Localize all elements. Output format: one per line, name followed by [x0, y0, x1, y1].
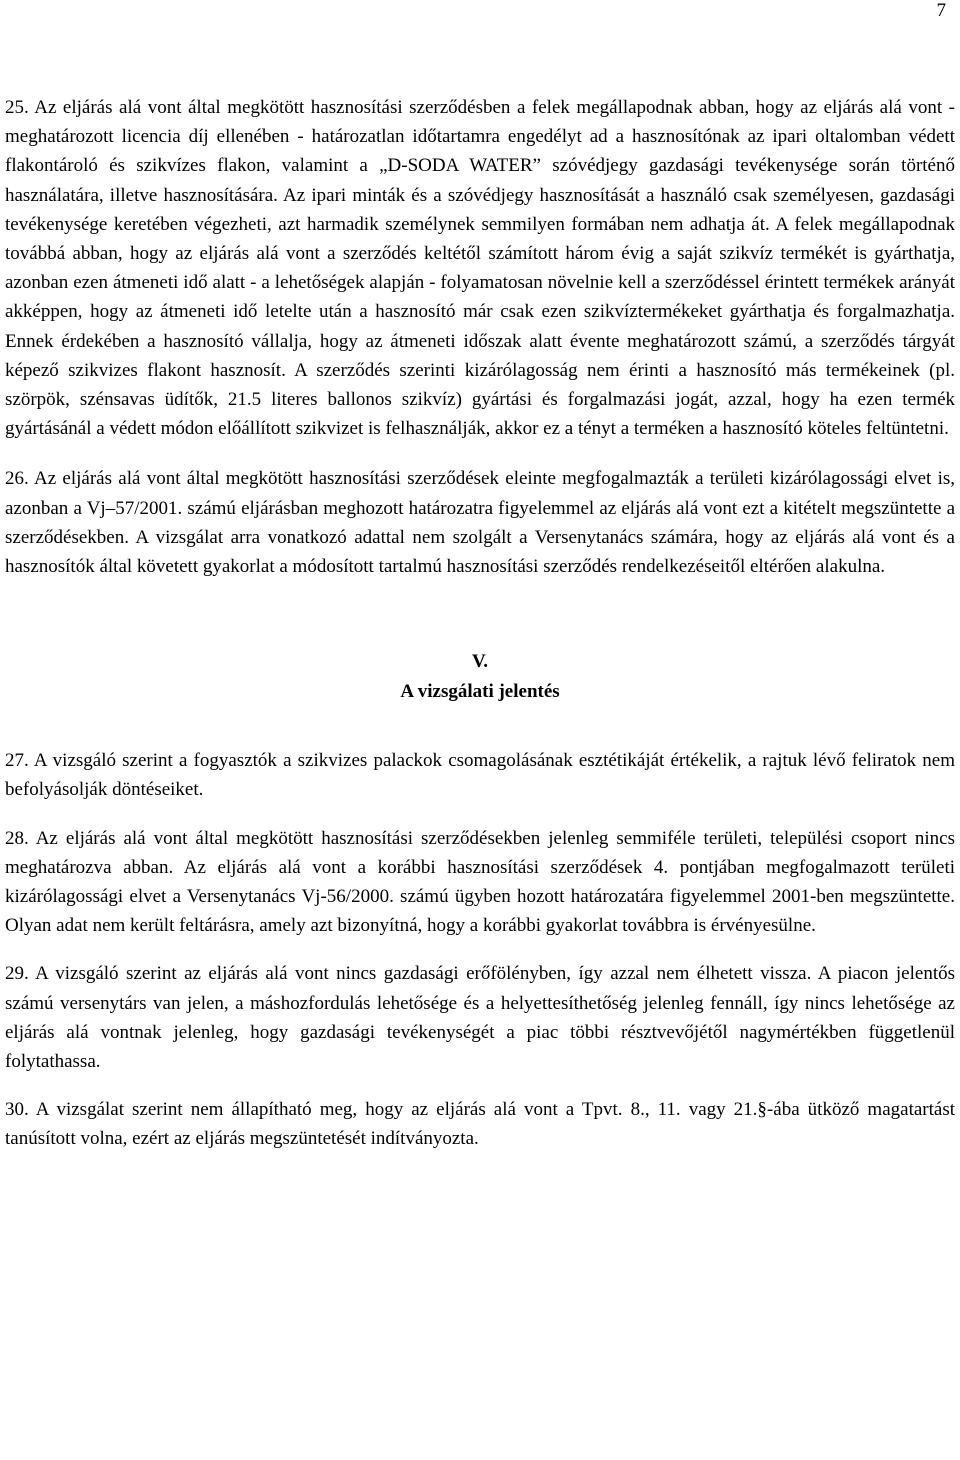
paragraph-29: 29. A vizsgáló szerint az eljárás alá vont nincs gazdasági erőfölényben, így azzal nem élhetett vissza. A piacon jelentős számú versenytárs van jelen, a máshozfordulás lehetősége és a helyettesíthetőség jelenleg fennáll, így nincs lehetősége az eljárás alá vontnak jelenleg, hogy gazdasági tevékenységét a piac többi résztvevőjétől nagymértékben függetlenül folytathassa. [5, 963, 955, 1073]
paragraph-26: 26. Az eljárás alá vont által megkötött hasznosítási szerződések eleinte megfogalmazták a területi kizárólagossági elvet is, azonban a Vj–57/2001. számú eljárásban meghozott határozatra figyelemmel az eljárás alá vont ezt a kitételt megszüntette a szerződésekben. A vizsgálat arra vonatkozó adattal nem szolgált a Versenytanács számára, hogy az eljárás alá vont és a hasznosítók által követett gyakorlat a módosított tartalmú hasznosítási szerződés rendelkezéseitől eltérően alakulna. [5, 468, 955, 578]
section-title: A vizsgálati jelentés [400, 681, 560, 703]
paragraph-25: 25. Az eljárás alá vont által megkötött hasznosítási szerződésben a felek megállapodnak abban, hogy az eljárás alá vont - meghatározott licencia díj ellenében - határozatlan időtartamra engedélyt ad a hasznosítónak az ipari oltalomban védett flakontároló és szikvízes flakon, valamint a „D-SODA WATER” szóvédjegy gazdasági tevékenysége során történő használatára, illetve hasznosítására. Az ipari minták és a szóvédjegy hasznosítását a használó csak személyesen, gazdasági tevékenysége keretében végezheti, azt harmadik személynek semmilyen formában nem adhatja át. A felek megállapodnak továbbá abban, hogy az eljárás alá vont a szerződés keltétől számított három évig a saját szikvíz termékét is gyárthatja, azonban ezen átmeneti idő alatt - a lehetőségek alapján - folyamatosan növelnie kell a szerződéssel érintett termékek arányát akképpen, hogy az átmeneti idő letelte után a hasznosító már csak ezen szikvíztermékeket gyárthatja és forgalmazhatja. Ennek érdekében a hasznosító vállalja, hogy az átmeneti időszak alatt évente meghatározott számú, a szerződés tárgyát képező szikvizes flakont hasznosít. A szerződés szerinti kizárólagosság nem érinti a hasznosító más termékeinek (pl. szörpök, szénsavas üdítők, 21.5 literes ballonos szikvíz) gyártási és forgalmazási jogát, azzal, hogy ha ezen termék gyártásánál a védett módon előállított szikvizet is felhasználják, akkor ez a tényt a terméken a hasznosító köteles feltüntetni. [5, 97, 955, 440]
paragraph-30: 30. A vizsgálat szerint nem állapítható meg, hogy az eljárás alá vont a Tpvt. 8., 11. vagy 21.§-ába ütköző magatartást tanúsított volna, ezért az eljárás megszüntetését indítványozta. [5, 1099, 955, 1150]
paragraph-28: 28. Az eljárás alá vont által megkötött hasznosítási szerződésekben jelenleg semmiféle területi, települési csoport nincs meghatározva abban. Az eljárás alá vont a korábbi hasznosítási szerződések 4. pontjában megfogalmazott területi kizárólagossági elvet a Versenytanács Vj-56/2000. számú ügyben hozott határozatára figyelemmel 2001-ben megszüntette. Olyan adat nem került feltárásra, amely azt bizonyítná, hogy a korábbi gyakorlat továbbra is érvényesülne. [5, 827, 955, 937]
section-number: V. [471, 651, 489, 673]
paragraph-27: 27. A vizsgáló szerint a fogyasztók a szikvizes palackok csomagolásának esztétikáját értékelik, a rajtuk lévő feliratok nem befolyásolják döntéseiket. [5, 750, 955, 801]
page-number: 7 [936, 0, 946, 21]
section-heading [5, 647, 955, 707]
document-body [5, 93, 955, 1154]
